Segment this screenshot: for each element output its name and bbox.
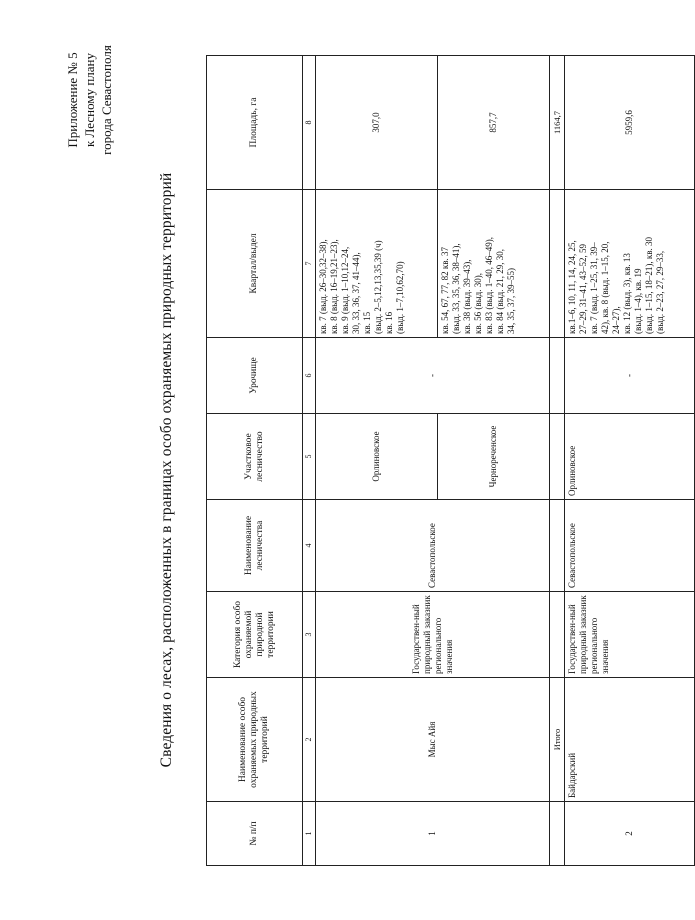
quarter-line: кв. 16 <box>384 311 394 334</box>
row-quarters <box>316 190 438 338</box>
appendix-line-1: Приложение № 5 <box>65 52 80 148</box>
row-category: Государствен-ный природный заказник регионального значения <box>316 592 550 678</box>
column-number: 4 <box>303 500 316 592</box>
column-number: 8 <box>303 56 316 190</box>
appendix-header <box>64 20 115 180</box>
row-name: Мыс Айя <box>316 678 550 802</box>
row-area: 857,7 <box>438 56 550 190</box>
total-area: 1164,7 <box>550 56 565 190</box>
row-quarters <box>565 190 695 338</box>
quarter-line: кв. 38 (выд. 39–43), <box>462 259 472 334</box>
row-quarters <box>438 190 550 338</box>
column-number: 7 <box>303 190 316 338</box>
table-row <box>565 56 695 866</box>
document-title: Сведения о лесах, расположенных в границах особо охраняемых природных территорий <box>158 172 175 768</box>
row-district: Орлиновское <box>565 414 695 500</box>
row-forestry: Севастопольское <box>565 500 695 592</box>
row-num: 2 <box>565 802 695 866</box>
empty-cell <box>550 592 565 678</box>
header-forestry: Наименование лесничества <box>207 500 303 592</box>
quarter-line: (выд. 2–23, 27, 29–33, <box>655 250 665 334</box>
quarter-line: 30, 33, 36, 37, 41–44), <box>351 252 361 334</box>
quarter-line: 34, 35, 37, 39–55) <box>506 268 516 334</box>
appendix-line-3: города Севастополя <box>99 45 114 155</box>
column-number: 5 <box>303 414 316 500</box>
quarter-line: кв. 15 <box>362 311 372 334</box>
quarter-line: кв. 54, 67, 77, 82 кв. 37 <box>440 247 450 334</box>
empty-cell <box>550 802 565 866</box>
row-tract: - <box>565 338 695 414</box>
quarter-line: кв. 12 (выд. 3), кв. 13 <box>622 253 632 334</box>
empty-cell <box>550 500 565 592</box>
quarter-line: кв. 7 (выд. 26–30,32–38), <box>318 239 328 334</box>
header-row <box>207 56 303 866</box>
header-district: Участковое лесничество <box>207 414 303 500</box>
quarter-line: кв. 8 (выд. 16–19,21–23), <box>329 239 339 334</box>
column-number: 1 <box>303 802 316 866</box>
column-number: 6 <box>303 338 316 414</box>
appendix-line-2: к Лесному плану <box>82 53 97 148</box>
header-name: Наименование особо охраняемых природных территорий <box>207 678 303 802</box>
quarter-line: 42), кв. 8 (выд. 1–15, 20, <box>600 241 610 334</box>
column-number: 3 <box>303 592 316 678</box>
total-label: Итого <box>550 678 565 802</box>
table-row <box>316 56 438 866</box>
quarter-line: кв. 84 (выд. 21, 29, 30, <box>495 249 505 334</box>
empty-cell <box>550 338 565 414</box>
quarter-line: 24–27), <box>611 306 621 334</box>
quarter-line: 27–29, 31–41, 43–52, 59 <box>578 244 588 334</box>
quarter-line: (выд. 1–4), кв. 19 <box>633 268 643 334</box>
column-number: 2 <box>303 678 316 802</box>
empty-cell <box>550 414 565 500</box>
header-area: Площадь, га <box>207 56 303 190</box>
quarter-line: кв. 7 (выд. 1–25, 31, 39– <box>589 242 599 334</box>
row-tract: - <box>316 338 550 414</box>
header-num: № п/п <box>207 802 303 866</box>
column-number-row <box>303 56 316 866</box>
quarter-line: кв.1–6, 10, 11, 14, 24, 25, <box>567 240 577 334</box>
row-category: Государствен-ный природный заказник регионального значения <box>565 592 695 678</box>
protected-areas-table <box>206 55 695 866</box>
quarter-line: (выд. 2–5,12,13,35,39 (ч) <box>373 240 383 334</box>
header-tract: Урочище <box>207 338 303 414</box>
row-area: 5959,6 <box>565 56 695 190</box>
total-row <box>550 56 565 866</box>
quarter-line: (выд. 33, 35, 36, 38–41), <box>451 243 461 334</box>
row-name: Байдарский <box>565 678 695 802</box>
header-category: Категория особо охраняемой природной территории <box>207 592 303 678</box>
empty-cell <box>550 190 565 338</box>
quarter-line: (выд. 1–15, 18–21), кв. 30 <box>644 237 654 334</box>
row-district: Орлиновское <box>316 414 438 500</box>
quarter-line: кв. 9 (выд. 1–10,12–24, <box>340 246 350 334</box>
row-num: 1 <box>316 802 550 866</box>
quarter-line: кв. 56 (выд. 30), <box>473 273 483 334</box>
row-area: 307,0 <box>316 56 438 190</box>
header-quarter: Квартал/выдел <box>207 190 303 338</box>
quarter-line: (выд. 1–7,10,62,70) <box>395 261 405 334</box>
row-district: Чернореченское <box>438 414 550 500</box>
row-forestry: Севастопольское <box>316 500 550 592</box>
quarter-line: кв. 83 (выд. 1–40, 46–49), <box>484 237 494 334</box>
